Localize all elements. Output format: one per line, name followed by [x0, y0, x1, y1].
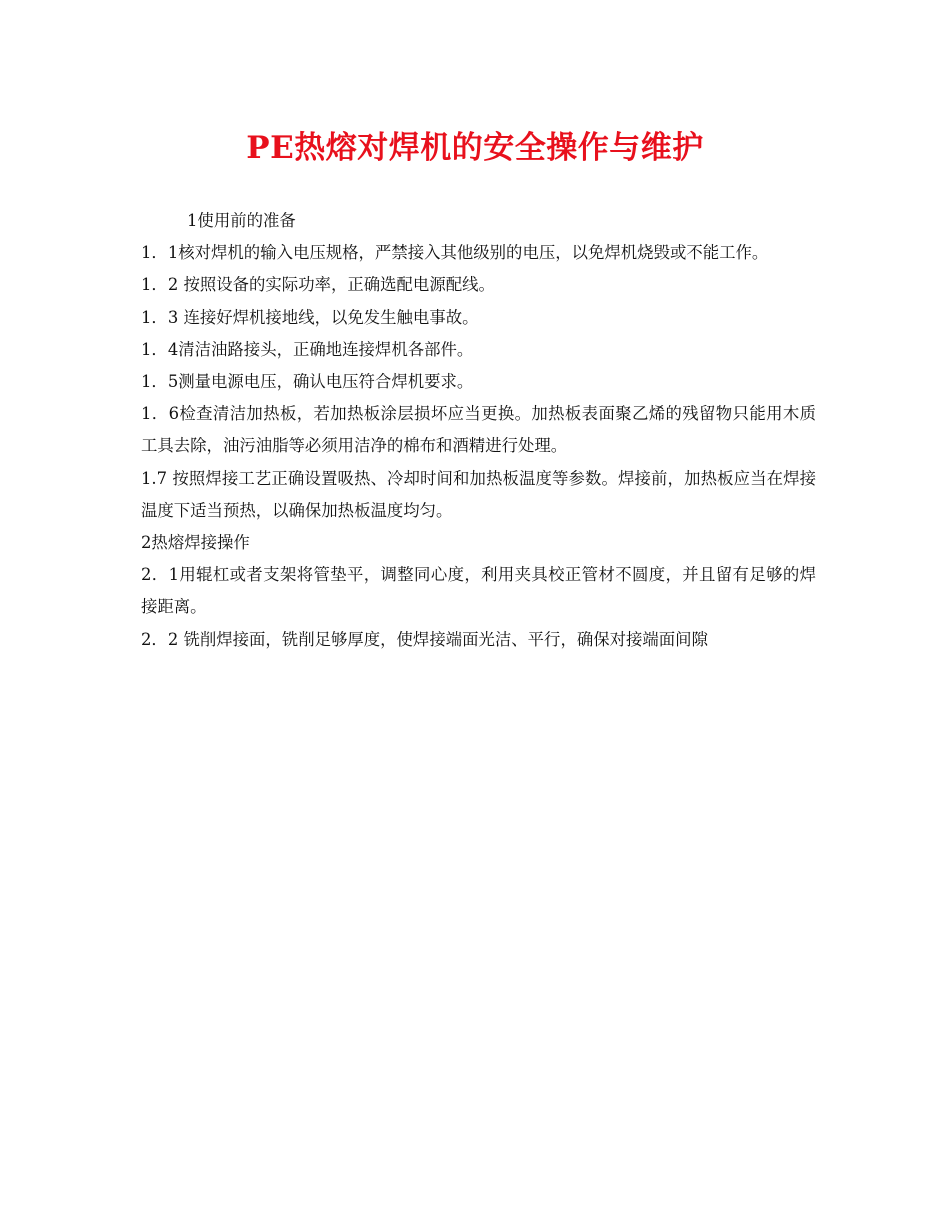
document-body [141, 205, 816, 656]
paragraph-item-1-6: 1．6检查清洁加热板，若加热板涂层损坏应当更换。加热板表面聚乙烯的残留物只能用木质工具去除，油污油脂等必须用洁净的棉布和酒精进行处理。 [141, 404, 816, 456]
paragraph-item-1-1: 1．1核对焊机的输入电压规格，严禁接入其他级别的电压，以免焊机烧毁或不能工作。 [141, 243, 769, 263]
paragraph-item-2-2: 2．2 铣削焊接面，铣削足够厚度，使焊接端面光洁、平行，确保对接端面间隙 [141, 629, 708, 649]
paragraph-section-1-heading: 1使用前的准备 [187, 211, 296, 230]
paragraph-item-1-4: 1．4清洁油路接头，正确地连接焊机各部件。 [141, 339, 474, 359]
paragraph-item-1-5: 1．5测量电源电压，确认电压符合焊机要求。 [141, 372, 474, 392]
paragraph-item-1-7: 1.7 按照焊接工艺正确设置吸热、冷却时间和加热板温度等参数。焊接前，加热板应当在焊接温度下适当预热，以确保加热板温度均匀。 [141, 468, 816, 520]
paragraph-item-1-3: 1．3 连接好焊机接地线，以免发生触电事故。 [141, 307, 479, 327]
paragraph-item-2-1: 2．1用辊杠或者支架将管垫平，调整同心度，利用夹具校正管材不圆度，并且留有足够的焊接距离。 [141, 565, 816, 617]
paragraph-item-1-2: 1．2 按照设备的实际功率，正确选配电源配线。 [141, 275, 495, 295]
document-title: PE热熔对焊机的安全操作与维护 [246, 130, 704, 166]
paragraph-section-2-heading: 2热熔焊接操作 [141, 533, 250, 553]
